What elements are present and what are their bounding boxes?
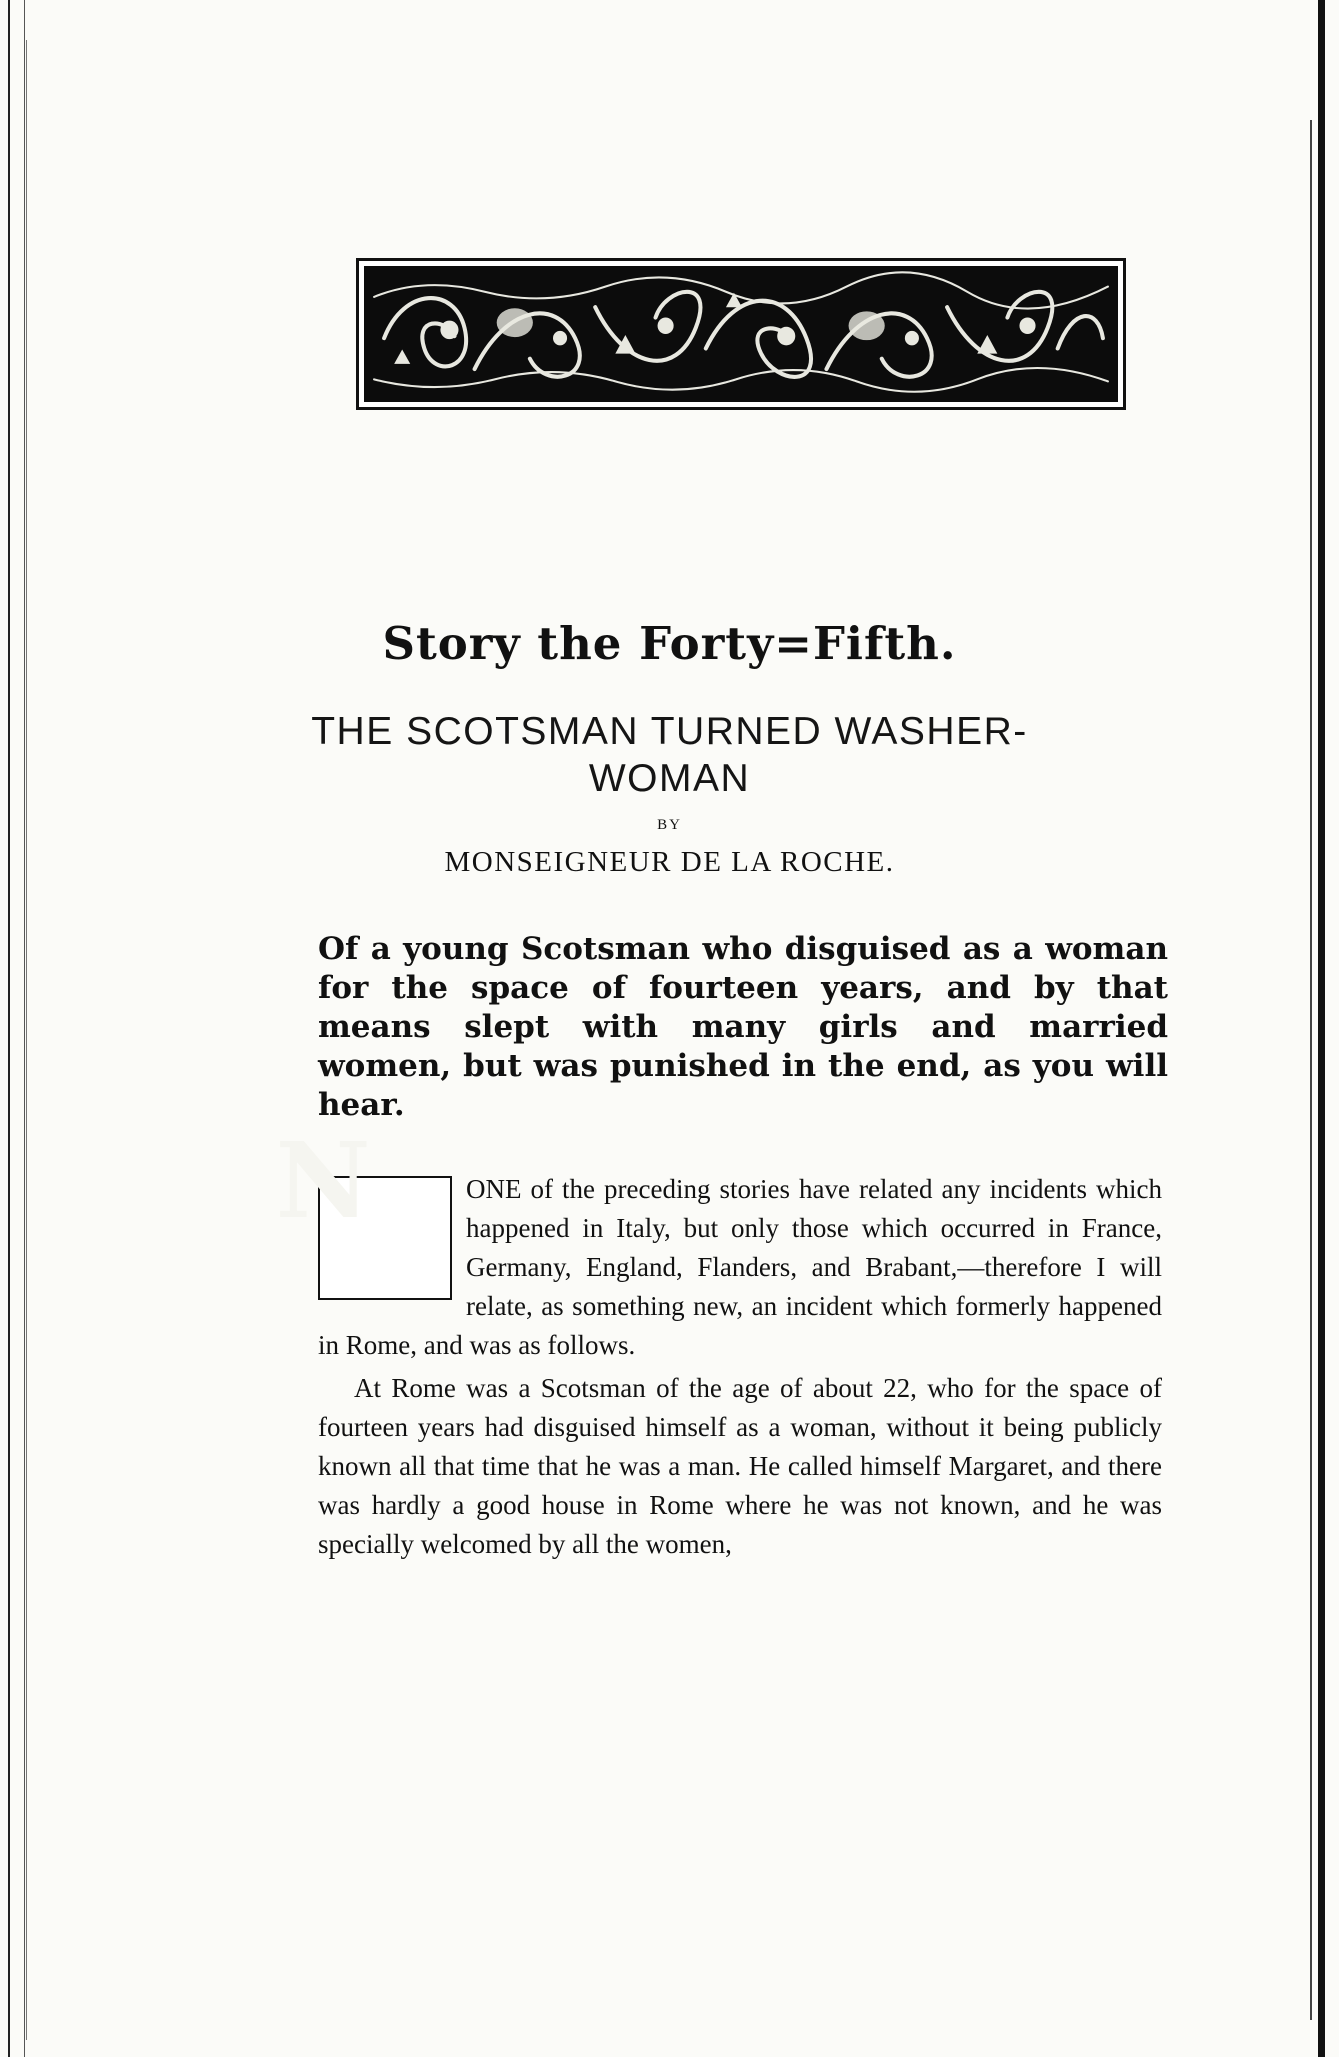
story-summary: Of a young Scotsman who disguised as a woman for the space of fourteen years, and by that means slept with many girls and married women, but was punished in the end, as you will hear.: [318, 931, 1168, 1123]
paragraph-1-text: ONE of the preceding stories have related any incidents which happened in Italy, but only those which occurred in France, Germany, England, Flanders, and Brabant,—therefore I will relate, as something new, an incident which formerly happened in Rome, and was as follows.: [318, 1174, 1162, 1360]
page-edge-left: [8, 0, 25, 2057]
paragraph-1: [318, 1170, 1162, 1365]
ornamental-scroll-icon: [364, 266, 1118, 402]
story-title: [0, 708, 1339, 802]
ornamental-banner: [356, 258, 1126, 410]
story-body: [318, 1170, 1162, 1564]
by-label: BY: [657, 817, 682, 833]
story-heading: Story the Forty=Fifth.: [382, 617, 957, 670]
page-edge-right: [1318, 0, 1325, 2057]
story-title-text: THE SCOTSMAN TURNED WASHER- WOMAN: [311, 710, 1028, 800]
author-name: MONSEIGNEUR DE LA ROCHE.: [444, 846, 895, 878]
drop-cap: [318, 1176, 452, 1300]
paragraph-2: At Rome was a Scotsman of the age of about 22, who for the space of fourteen years had disguised himself as a woman, without it being publicly known all that time that he was a man. He called himself Margaret, and there was hardly a good house in Rome where he was not known, and he was specially welcomed by all the women,: [318, 1373, 1162, 1559]
page-edge-right-line: [1310, 120, 1312, 2020]
page-edge-left-line: [26, 40, 27, 2040]
